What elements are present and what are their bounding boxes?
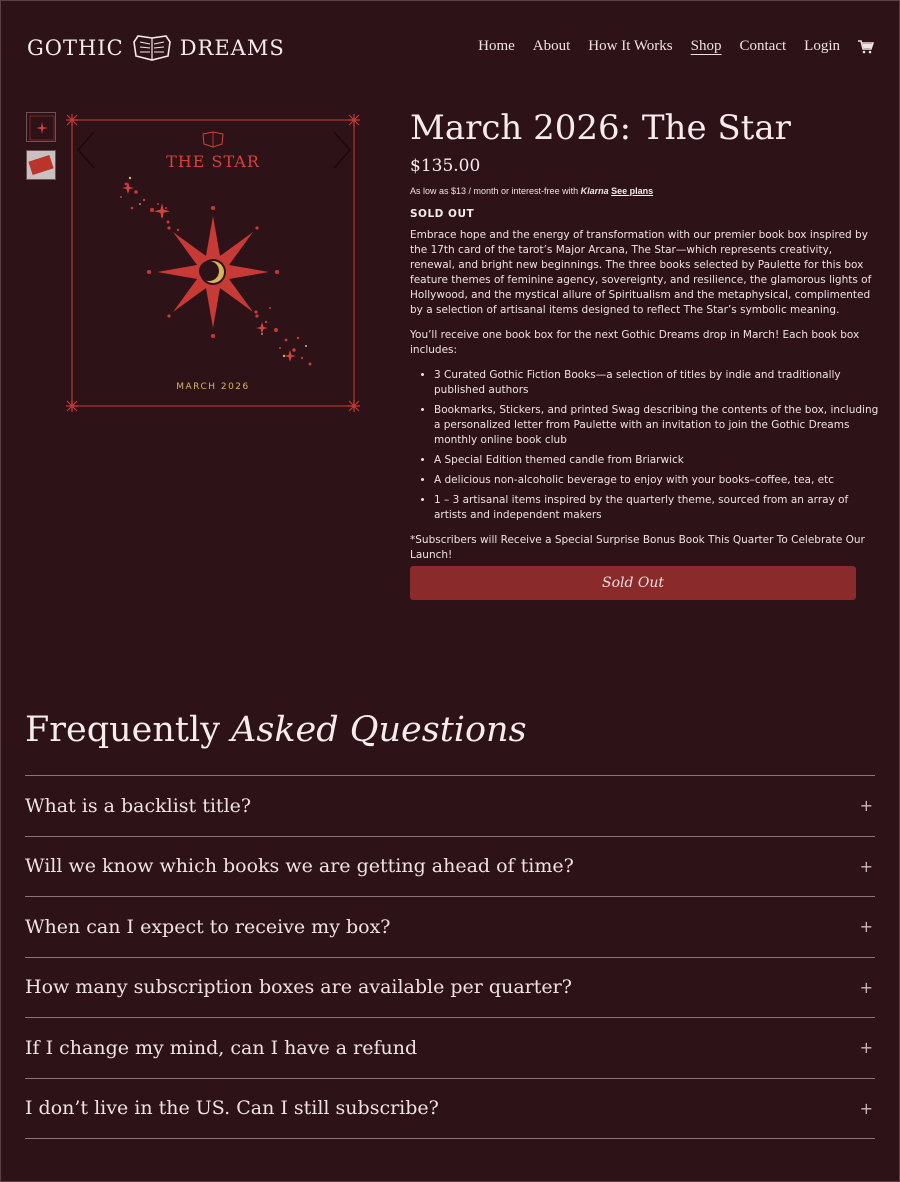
financing-message (410, 186, 880, 196)
faq-item-international[interactable] (25, 1079, 875, 1140)
chevron-right-icon[interactable] (330, 130, 354, 170)
product-image (66, 112, 360, 412)
list-item: • A delicious non-alcoholic beverage to enjoy with your books–coffee, tea, etc (434, 473, 880, 488)
nav-home[interactable]: Home (478, 38, 515, 54)
faq-question: What is a backlist title? (25, 794, 252, 817)
stock-status: SOLD OUT (410, 208, 475, 220)
box-includes-list (410, 368, 880, 523)
thumbnail-box-photo[interactable] (26, 150, 56, 180)
product-description (410, 228, 872, 358)
plus-icon: + (859, 977, 873, 997)
product-info (410, 106, 880, 600)
brand-logo[interactable] (27, 34, 285, 62)
nav-about[interactable]: About (532, 38, 571, 54)
description-paragraph-1: Embrace hope and the energy of transformation with our premier book box inspired by the 17th card of the tarot’s Major Arcana, The Star—which represents creativity, renewal, and bright new beginnings. The three books selected by Paulette for this box feature themes of feminine agency, sovereignty, and resilience, the glamorous lights of Hollywood, and the mystical allure of Spiritualism and the metaphysical, complimented by a selection of artisanal items designed to reflect The Star’s symbolic meaning. (410, 229, 872, 316)
site-header (0, 0, 900, 96)
description-paragraph-2: You’ll receive one book box for the next Gothic Dreams drop in March! Each book box includes: (410, 329, 860, 356)
faq-item-boxes-available[interactable] (25, 958, 875, 1019)
nav-contact[interactable]: Contact (739, 38, 787, 54)
faq-question: When can I expect to receive my box? (25, 915, 391, 938)
list-item: • Bookmarks, Stickers, and printed Swag describing the contents of the box, including a personalized letter from Paulette with an invitation to join the Gothic Dreams monthly online book club (434, 403, 880, 448)
list-item: • A Special Edition themed candle from Briarwick (434, 453, 880, 468)
product-price: $135.00 (410, 156, 481, 176)
faq-item-books-ahead[interactable] (25, 837, 875, 898)
see-plans-link[interactable]: See plans (611, 186, 654, 196)
faq-heading-plain: Frequently (25, 710, 220, 750)
bonus-note: *Subscribers will Receive a Special Surprise Bonus Book This Quarter To Celebrate Our Launch! (410, 534, 865, 561)
financing-text: As low as $13 / month or interest-free with (410, 186, 579, 196)
faq-question: Will we know which books we are getting ahead of time? (25, 855, 574, 878)
main-nav (478, 38, 874, 55)
star-thumbnail-icon (27, 113, 56, 142)
list-item: • 1 – 3 artisanal items inspired by the quarterly theme, sourced from an array of artists and independent makers (434, 493, 880, 523)
plus-icon: + (859, 917, 873, 937)
chevron-left-icon[interactable] (74, 130, 98, 170)
nav-shop[interactable]: Shop (690, 38, 722, 54)
nav-how-it-works[interactable]: How It Works (588, 38, 673, 54)
faq-item-refund[interactable] (25, 1018, 875, 1079)
plus-icon: + (859, 1038, 873, 1058)
list-item: • 3 Curated Gothic Fiction Books—a selection of titles by indie and traditionally published authors (434, 368, 880, 398)
faq-list (25, 775, 875, 1139)
thumbnail-strip (26, 112, 56, 180)
brand-name-right: DREAMS (179, 36, 285, 60)
faq-item-receive-box[interactable] (25, 897, 875, 958)
faq-item-backlist[interactable] (25, 776, 875, 837)
plus-icon: + (859, 856, 873, 876)
faq-question: How many subscription boxes are available per quarter? (25, 976, 572, 999)
image-title-text: THE STAR (166, 152, 260, 171)
nav-login[interactable]: Login (804, 38, 840, 54)
faq-question: I don’t live in the US. Can I still subscribe? (25, 1097, 439, 1120)
klarna-brand: Klarna (580, 186, 609, 196)
faq-heading-italic: Asked Questions (231, 710, 527, 750)
faq-heading (25, 710, 527, 750)
thumbnail-star-cover[interactable] (26, 112, 56, 142)
product-title: March 2026: The Star (410, 108, 791, 148)
brand-name-left: GOTHIC (27, 36, 124, 60)
sold-out-button[interactable]: Sold Out (410, 566, 856, 600)
book-logo-icon (132, 34, 172, 62)
faq-question: If I change my mind, can I have a refund (25, 1036, 418, 1059)
plus-icon: + (859, 1098, 873, 1118)
cart-icon[interactable] (858, 40, 874, 54)
plus-icon: + (859, 796, 873, 816)
image-caption-text: MARCH 2026 (176, 382, 250, 392)
